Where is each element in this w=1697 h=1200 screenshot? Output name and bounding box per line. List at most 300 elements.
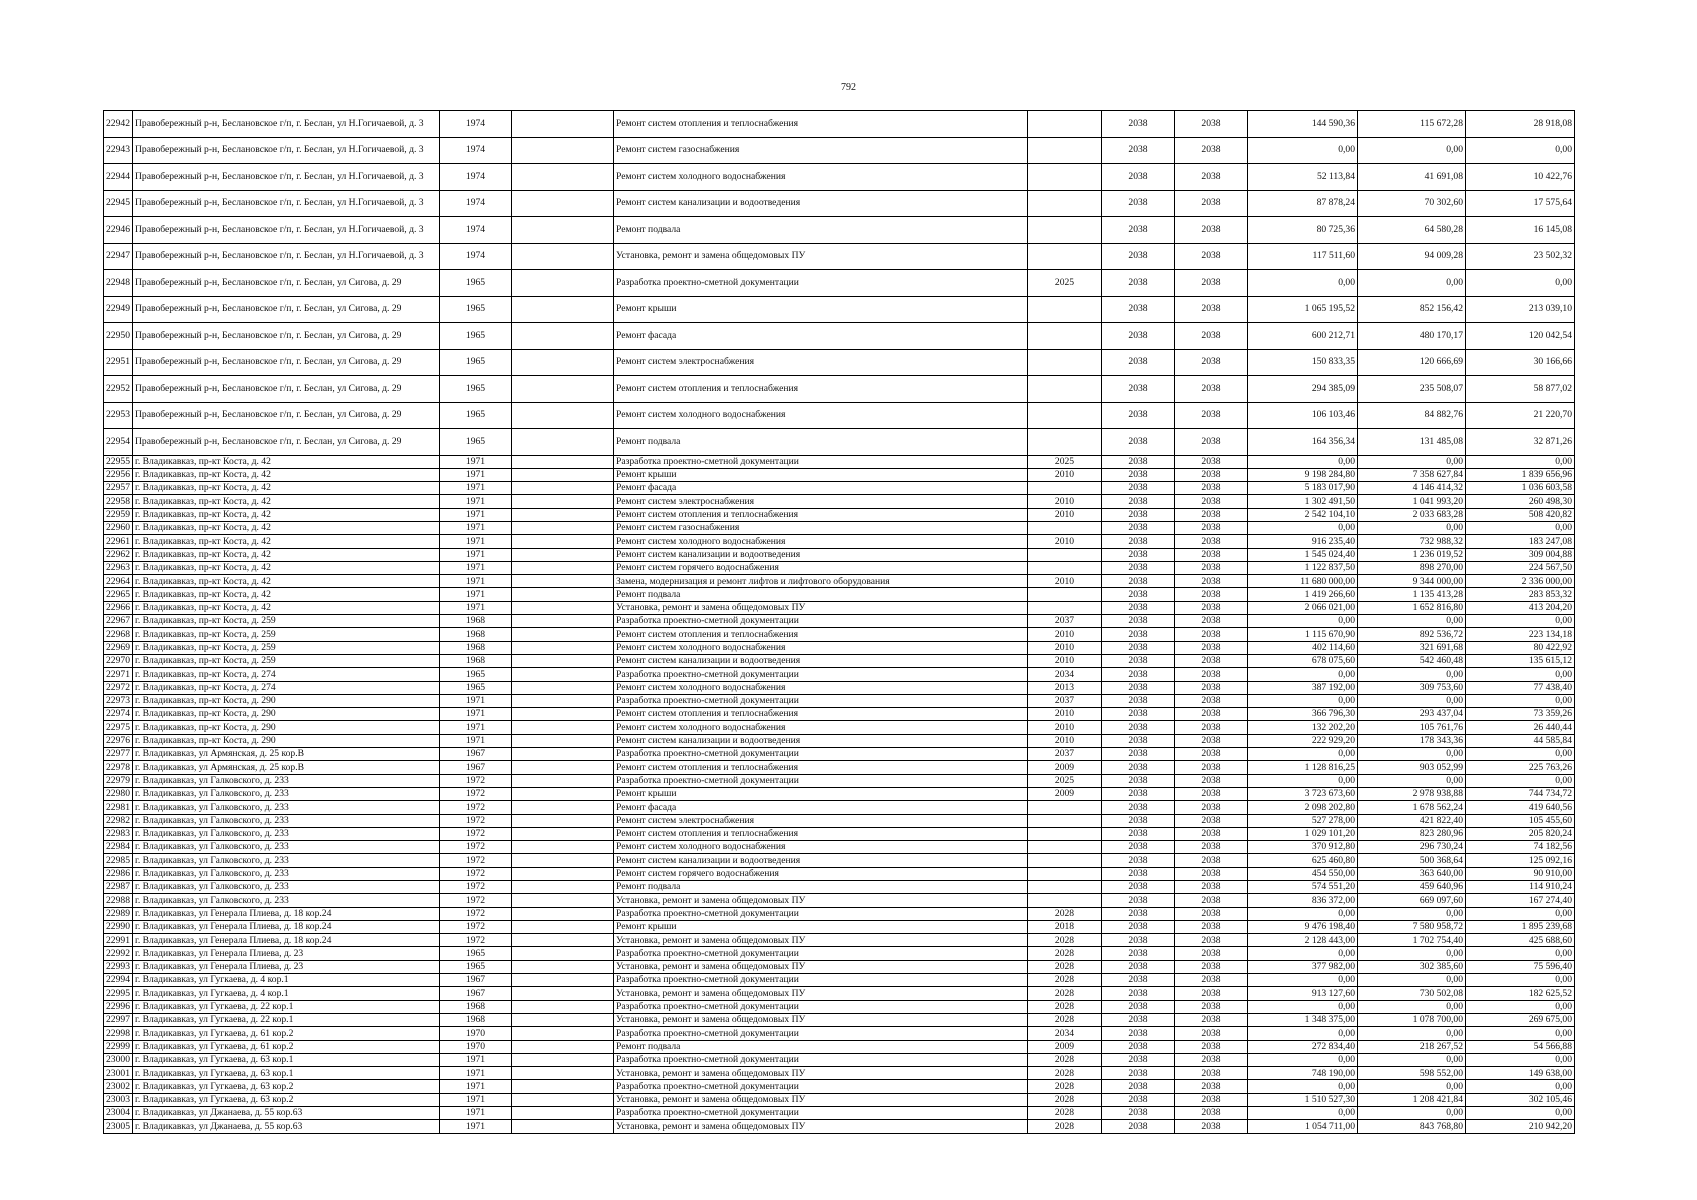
total-cost-cell: 1 510 527,30: [1248, 1093, 1358, 1106]
total-cost-cell: 0,00: [1248, 1000, 1358, 1013]
total-cost-cell: 144 590,36: [1248, 111, 1358, 138]
owner-cost-cell: 0,00: [1466, 947, 1575, 960]
build-year-cell: 1971: [440, 468, 512, 481]
address-cell: г. Владикавказ, ул Генерала Плиева, д. 18 кор.24: [133, 907, 440, 920]
fund-cost-cell: 321 691,68: [1358, 641, 1466, 654]
work-type-cell: Разработка проектно-сметной документации: [614, 694, 1028, 707]
fund-cost-cell: 0,00: [1358, 774, 1466, 787]
row-number-cell: 22942: [104, 111, 133, 138]
last-repair-year-cell: [1028, 588, 1102, 601]
total-cost-cell: 0,00: [1248, 615, 1358, 628]
fund-cost-cell: 0,00: [1358, 947, 1466, 960]
owner-cost-cell: 0,00: [1466, 615, 1575, 628]
total-cost-cell: 0,00: [1248, 694, 1358, 707]
work-type-cell: Разработка проектно-сметной документации: [614, 774, 1028, 787]
fund-cost-cell: 852 156,42: [1358, 296, 1466, 323]
fund-cost-cell: 105 761,76: [1358, 721, 1466, 734]
blank-cell-cell: [512, 164, 614, 191]
address-cell: г. Владикавказ, ул Гугкаева, д. 61 кор.2: [133, 1027, 440, 1040]
table-row: [104, 376, 1575, 403]
owner-cost-cell: 149 638,00: [1466, 1067, 1575, 1080]
address-cell: г. Владикавказ, пр-кт Коста, д. 42: [133, 601, 440, 614]
total-cost-cell: 913 127,60: [1248, 987, 1358, 1000]
build-year-cell: 1967: [440, 974, 512, 987]
row-number-cell: 22961: [104, 535, 133, 548]
address-cell: г. Владикавказ, ул Гугкаева, д. 22 кор.1: [133, 1000, 440, 1013]
fund-cost-cell: 0,00: [1358, 1000, 1466, 1013]
capital-repair-table: [103, 110, 1575, 1134]
table-row: [104, 867, 1575, 880]
last-repair-year-cell: [1028, 111, 1102, 138]
table-row: [104, 668, 1575, 681]
total-cost-cell: 678 075,60: [1248, 654, 1358, 667]
table-row: [104, 854, 1575, 867]
total-cost-cell: 387 192,00: [1248, 681, 1358, 694]
plan-year-end-cell: 2038: [1175, 190, 1248, 217]
table-row: [104, 894, 1575, 907]
plan-year-start-cell: 2038: [1102, 1080, 1175, 1093]
last-repair-year-cell: 2028: [1028, 1080, 1102, 1093]
address-cell: г. Владикавказ, ул Галковского, д. 233: [133, 854, 440, 867]
work-type-cell: Ремонт подвала: [614, 217, 1028, 244]
plan-year-end-cell: 2038: [1175, 894, 1248, 907]
address-cell: г. Владикавказ, ул Гугкаева, д. 22 кор.1: [133, 1013, 440, 1026]
plan-year-end-cell: 2038: [1175, 495, 1248, 508]
plan-year-start-cell: 2038: [1102, 801, 1175, 814]
last-repair-year-cell: [1028, 814, 1102, 827]
blank-cell-cell: [512, 734, 614, 747]
total-cost-cell: 1 115 670,90: [1248, 628, 1358, 641]
work-type-cell: Ремонт систем электроснабжения: [614, 814, 1028, 827]
row-number-cell: 22955: [104, 455, 133, 468]
row-number-cell: 22952: [104, 376, 133, 403]
work-type-cell: Ремонт крыши: [614, 920, 1028, 933]
row-number-cell: 22944: [104, 164, 133, 191]
address-cell: г. Владикавказ, ул Гугкаева, д. 61 кор.2: [133, 1040, 440, 1053]
plan-year-end-cell: 2038: [1175, 561, 1248, 574]
row-number-cell: 22999: [104, 1040, 133, 1053]
owner-cost-cell: 77 438,40: [1466, 681, 1575, 694]
address-cell: г. Владикавказ, пр-кт Коста, д. 290: [133, 708, 440, 721]
table-row: [104, 1040, 1575, 1053]
plan-year-end-cell: 2038: [1175, 708, 1248, 721]
owner-cost-cell: 210 942,20: [1466, 1120, 1575, 1133]
fund-cost-cell: 309 753,60: [1358, 681, 1466, 694]
plan-year-start-cell: 2038: [1102, 548, 1175, 561]
fund-cost-cell: 598 552,00: [1358, 1067, 1466, 1080]
owner-cost-cell: 10 422,76: [1466, 164, 1575, 191]
owner-cost-cell: 23 502,32: [1466, 243, 1575, 270]
build-year-cell: 1971: [440, 548, 512, 561]
plan-year-end-cell: 2038: [1175, 588, 1248, 601]
last-repair-year-cell: 2028: [1028, 907, 1102, 920]
blank-cell-cell: [512, 1107, 614, 1120]
fund-cost-cell: 0,00: [1358, 455, 1466, 468]
blank-cell-cell: [512, 1040, 614, 1053]
table-row: [104, 535, 1575, 548]
build-year-cell: 1972: [440, 774, 512, 787]
fund-cost-cell: 302 385,60: [1358, 960, 1466, 973]
row-number-cell: 22993: [104, 960, 133, 973]
last-repair-year-cell: 2010: [1028, 508, 1102, 521]
fund-cost-cell: 1 041 993,20: [1358, 495, 1466, 508]
blank-cell-cell: [512, 615, 614, 628]
owner-cost-cell: 260 498,30: [1466, 495, 1575, 508]
plan-year-start-cell: 2038: [1102, 894, 1175, 907]
work-type-cell: Разработка проектно-сметной документации: [614, 907, 1028, 920]
fund-cost-cell: 84 882,76: [1358, 402, 1466, 429]
last-repair-year-cell: 2013: [1028, 681, 1102, 694]
total-cost-cell: 748 190,00: [1248, 1067, 1358, 1080]
row-number-cell: 22964: [104, 575, 133, 588]
last-repair-year-cell: 2028: [1028, 934, 1102, 947]
last-repair-year-cell: [1028, 137, 1102, 164]
owner-cost-cell: 0,00: [1466, 1107, 1575, 1120]
total-cost-cell: 2 128 443,00: [1248, 934, 1358, 947]
total-cost-cell: 9 476 198,40: [1248, 920, 1358, 933]
row-number-cell: 22979: [104, 774, 133, 787]
build-year-cell: 1974: [440, 137, 512, 164]
plan-year-start-cell: 2038: [1102, 575, 1175, 588]
blank-cell-cell: [512, 787, 614, 800]
row-number-cell: 22983: [104, 827, 133, 840]
total-cost-cell: 132 202,20: [1248, 721, 1358, 734]
owner-cost-cell: 0,00: [1466, 668, 1575, 681]
row-number-cell: 23002: [104, 1080, 133, 1093]
last-repair-year-cell: [1028, 521, 1102, 534]
plan-year-end-cell: 2038: [1175, 296, 1248, 323]
table-row: [104, 1013, 1575, 1026]
row-number-cell: 22948: [104, 270, 133, 297]
total-cost-cell: 0,00: [1248, 1107, 1358, 1120]
total-cost-cell: 0,00: [1248, 1027, 1358, 1040]
blank-cell-cell: [512, 1027, 614, 1040]
plan-year-end-cell: 2038: [1175, 402, 1248, 429]
work-type-cell: Ремонт подвала: [614, 588, 1028, 601]
blank-cell-cell: [512, 535, 614, 548]
table-row: [104, 349, 1575, 376]
owner-cost-cell: 0,00: [1466, 521, 1575, 534]
plan-year-start-cell: 2038: [1102, 867, 1175, 880]
blank-cell-cell: [512, 561, 614, 574]
work-type-cell: Установка, ремонт и замена общедомовых ПУ: [614, 987, 1028, 1000]
table-row: [104, 920, 1575, 933]
build-year-cell: 1965: [440, 376, 512, 403]
fund-cost-cell: 218 267,52: [1358, 1040, 1466, 1053]
total-cost-cell: 0,00: [1248, 774, 1358, 787]
owner-cost-cell: 225 763,26: [1466, 761, 1575, 774]
last-repair-year-cell: [1028, 349, 1102, 376]
fund-cost-cell: 903 052,99: [1358, 761, 1466, 774]
work-type-cell: Ремонт систем канализации и водоотведения: [614, 854, 1028, 867]
owner-cost-cell: 0,00: [1466, 974, 1575, 987]
plan-year-end-cell: 2038: [1175, 734, 1248, 747]
owner-cost-cell: 0,00: [1466, 455, 1575, 468]
address-cell: Правобережный р-н, Беслановское г/п, г. Беслан, ул Н.Гогичаевой, д. 3: [133, 190, 440, 217]
owner-cost-cell: 105 455,60: [1466, 814, 1575, 827]
work-type-cell: Ремонт систем электроснабжения: [614, 349, 1028, 376]
address-cell: г. Владикавказ, ул Галковского, д. 233: [133, 867, 440, 880]
plan-year-end-cell: 2038: [1175, 867, 1248, 880]
row-number-cell: 22997: [104, 1013, 133, 1026]
total-cost-cell: 2 098 202,80: [1248, 801, 1358, 814]
row-number-cell: 22975: [104, 721, 133, 734]
plan-year-start-cell: 2038: [1102, 641, 1175, 654]
last-repair-year-cell: 2018: [1028, 920, 1102, 933]
build-year-cell: 1971: [440, 535, 512, 548]
address-cell: г. Владикавказ, ул Гугкаева, д. 63 кор.1: [133, 1067, 440, 1080]
owner-cost-cell: 90 910,00: [1466, 867, 1575, 880]
build-year-cell: 1971: [440, 588, 512, 601]
last-repair-year-cell: 2028: [1028, 1067, 1102, 1080]
row-number-cell: 23000: [104, 1053, 133, 1066]
plan-year-start-cell: 2038: [1102, 1000, 1175, 1013]
owner-cost-cell: 16 145,08: [1466, 217, 1575, 244]
build-year-cell: 1971: [440, 1120, 512, 1133]
address-cell: Правобережный р-н, Беслановское г/п, г. Беслан, ул Н.Гогичаевой, д. 3: [133, 217, 440, 244]
row-number-cell: 22982: [104, 814, 133, 827]
fund-cost-cell: 0,00: [1358, 1107, 1466, 1120]
plan-year-start-cell: 2038: [1102, 468, 1175, 481]
work-type-cell: Разработка проектно-сметной документации: [614, 1053, 1028, 1066]
address-cell: г. Владикавказ, пр-кт Коста, д. 42: [133, 455, 440, 468]
plan-year-start-cell: 2038: [1102, 376, 1175, 403]
owner-cost-cell: 125 092,16: [1466, 854, 1575, 867]
last-repair-year-cell: [1028, 548, 1102, 561]
row-number-cell: 23004: [104, 1107, 133, 1120]
work-type-cell: Разработка проектно-сметной документации: [614, 947, 1028, 960]
last-repair-year-cell: 2010: [1028, 721, 1102, 734]
fund-cost-cell: 2 033 683,28: [1358, 508, 1466, 521]
address-cell: Правобережный р-н, Беслановское г/п, г. Беслан, ул Н.Гогичаевой, д. 3: [133, 243, 440, 270]
blank-cell-cell: [512, 681, 614, 694]
fund-cost-cell: 730 502,08: [1358, 987, 1466, 1000]
last-repair-year-cell: 2037: [1028, 748, 1102, 761]
row-number-cell: 22965: [104, 588, 133, 601]
last-repair-year-cell: 2034: [1028, 1027, 1102, 1040]
last-repair-year-cell: 2010: [1028, 495, 1102, 508]
table-row: [104, 827, 1575, 840]
work-type-cell: Установка, ремонт и замена общедомовых ПУ: [614, 1013, 1028, 1026]
owner-cost-cell: 73 359,26: [1466, 708, 1575, 721]
address-cell: г. Владикавказ, ул Генерала Плиева, д. 23: [133, 960, 440, 973]
table-row: [104, 482, 1575, 495]
total-cost-cell: 0,00: [1248, 668, 1358, 681]
blank-cell-cell: [512, 881, 614, 894]
last-repair-year-cell: [1028, 376, 1102, 403]
plan-year-end-cell: 2038: [1175, 111, 1248, 138]
work-type-cell: Ремонт систем холодного водоснабжения: [614, 681, 1028, 694]
work-type-cell: Ремонт систем отопления и теплоснабжения: [614, 628, 1028, 641]
work-type-cell: Ремонт крыши: [614, 787, 1028, 800]
row-number-cell: 22962: [104, 548, 133, 561]
build-year-cell: 1971: [440, 1107, 512, 1120]
table-row: [104, 243, 1575, 270]
work-type-cell: Ремонт систем горячего водоснабжения: [614, 561, 1028, 574]
plan-year-start-cell: 2038: [1102, 881, 1175, 894]
work-type-cell: Разработка проектно-сметной документации: [614, 615, 1028, 628]
fund-cost-cell: 0,00: [1358, 1027, 1466, 1040]
last-repair-year-cell: 2009: [1028, 787, 1102, 800]
work-type-cell: Ремонт подвала: [614, 429, 1028, 456]
work-type-cell: Ремонт систем горячего водоснабжения: [614, 867, 1028, 880]
build-year-cell: 1974: [440, 111, 512, 138]
last-repair-year-cell: [1028, 601, 1102, 614]
plan-year-start-cell: 2038: [1102, 243, 1175, 270]
build-year-cell: 1971: [440, 601, 512, 614]
table-row: [104, 521, 1575, 534]
row-number-cell: 22990: [104, 920, 133, 933]
owner-cost-cell: 425 688,60: [1466, 934, 1575, 947]
address-cell: г. Владикавказ, ул Галковского, д. 233: [133, 827, 440, 840]
plan-year-end-cell: 2038: [1175, 243, 1248, 270]
work-type-cell: Разработка проектно-сметной документации: [614, 1080, 1028, 1093]
table-row: [104, 1067, 1575, 1080]
fund-cost-cell: 823 280,96: [1358, 827, 1466, 840]
address-cell: г. Владикавказ, пр-кт Коста, д. 42: [133, 548, 440, 561]
owner-cost-cell: 419 640,56: [1466, 801, 1575, 814]
fund-cost-cell: 0,00: [1358, 615, 1466, 628]
fund-cost-cell: 843 768,80: [1358, 1120, 1466, 1133]
address-cell: г. Владикавказ, ул Гугкаева, д. 63 кор.1: [133, 1053, 440, 1066]
table-row: [104, 164, 1575, 191]
plan-year-start-cell: 2038: [1102, 561, 1175, 574]
plan-year-start-cell: 2038: [1102, 1120, 1175, 1133]
fund-cost-cell: 1 236 019,52: [1358, 548, 1466, 561]
table-row: [104, 495, 1575, 508]
plan-year-start-cell: 2038: [1102, 601, 1175, 614]
row-number-cell: 22968: [104, 628, 133, 641]
last-repair-year-cell: [1028, 827, 1102, 840]
build-year-cell: 1971: [440, 1080, 512, 1093]
blank-cell-cell: [512, 402, 614, 429]
plan-year-end-cell: 2038: [1175, 654, 1248, 667]
table-row: [104, 1080, 1575, 1093]
owner-cost-cell: 213 039,10: [1466, 296, 1575, 323]
fund-cost-cell: 131 485,08: [1358, 429, 1466, 456]
total-cost-cell: 87 878,24: [1248, 190, 1358, 217]
plan-year-start-cell: 2038: [1102, 296, 1175, 323]
fund-cost-cell: 94 009,28: [1358, 243, 1466, 270]
owner-cost-cell: 0,00: [1466, 694, 1575, 707]
build-year-cell: 1965: [440, 429, 512, 456]
owner-cost-cell: 1 895 239,68: [1466, 920, 1575, 933]
blank-cell-cell: [512, 974, 614, 987]
blank-cell-cell: [512, 641, 614, 654]
address-cell: г. Владикавказ, ул Галковского, д. 233: [133, 894, 440, 907]
address-cell: Правобережный р-н, Беслановское г/п, г. Беслан, ул Н.Гогичаевой, д. 3: [133, 164, 440, 191]
table-row: [104, 217, 1575, 244]
total-cost-cell: 2 066 021,00: [1248, 601, 1358, 614]
work-type-cell: Ремонт систем холодного водоснабжения: [614, 841, 1028, 854]
total-cost-cell: 150 833,35: [1248, 349, 1358, 376]
work-type-cell: Ремонт систем канализации и водоотведения: [614, 654, 1028, 667]
table-row: [104, 734, 1575, 747]
address-cell: г. Владикавказ, ул Армянская, д. 25 кор.В: [133, 761, 440, 774]
row-number-cell: 22984: [104, 841, 133, 854]
table-row: [104, 323, 1575, 350]
work-type-cell: Установка, ремонт и замена общедомовых ПУ: [614, 243, 1028, 270]
blank-cell-cell: [512, 349, 614, 376]
fund-cost-cell: 4 146 414,32: [1358, 482, 1466, 495]
blank-cell-cell: [512, 296, 614, 323]
build-year-cell: 1965: [440, 296, 512, 323]
plan-year-start-cell: 2038: [1102, 681, 1175, 694]
address-cell: г. Владикавказ, ул Галковского, д. 233: [133, 814, 440, 827]
last-repair-year-cell: [1028, 217, 1102, 244]
table-row: [104, 881, 1575, 894]
plan-year-start-cell: 2038: [1102, 482, 1175, 495]
blank-cell-cell: [512, 508, 614, 521]
blank-cell-cell: [512, 841, 614, 854]
address-cell: г. Владикавказ, ул Галковского, д. 233: [133, 787, 440, 800]
owner-cost-cell: 744 734,72: [1466, 787, 1575, 800]
owner-cost-cell: 0,00: [1466, 907, 1575, 920]
fund-cost-cell: 7 580 958,72: [1358, 920, 1466, 933]
table-row: [104, 508, 1575, 521]
fund-cost-cell: 178 343,36: [1358, 734, 1466, 747]
owner-cost-cell: 283 853,32: [1466, 588, 1575, 601]
last-repair-year-cell: 2034: [1028, 668, 1102, 681]
table-row: [104, 402, 1575, 429]
plan-year-end-cell: 2038: [1175, 349, 1248, 376]
build-year-cell: 1971: [440, 561, 512, 574]
build-year-cell: 1967: [440, 761, 512, 774]
blank-cell-cell: [512, 907, 614, 920]
work-type-cell: Разработка проектно-сметной документации: [614, 1000, 1028, 1013]
plan-year-start-cell: 2038: [1102, 1067, 1175, 1080]
plan-year-end-cell: 2038: [1175, 1093, 1248, 1106]
work-type-cell: Ремонт фасада: [614, 482, 1028, 495]
blank-cell-cell: [512, 270, 614, 297]
blank-cell-cell: [512, 708, 614, 721]
build-year-cell: 1965: [440, 270, 512, 297]
last-repair-year-cell: 2037: [1028, 615, 1102, 628]
build-year-cell: 1972: [440, 814, 512, 827]
fund-cost-cell: 542 460,48: [1358, 654, 1466, 667]
last-repair-year-cell: 2010: [1028, 641, 1102, 654]
last-repair-year-cell: [1028, 296, 1102, 323]
owner-cost-cell: 75 596,40: [1466, 960, 1575, 973]
last-repair-year-cell: 2010: [1028, 734, 1102, 747]
fund-cost-cell: 7 358 627,84: [1358, 468, 1466, 481]
table-row: [104, 748, 1575, 761]
total-cost-cell: 52 113,84: [1248, 164, 1358, 191]
work-type-cell: Ремонт систем отопления и теплоснабжения: [614, 508, 1028, 521]
total-cost-cell: 0,00: [1248, 455, 1358, 468]
fund-cost-cell: 1 135 413,28: [1358, 588, 1466, 601]
plan-year-start-cell: 2038: [1102, 508, 1175, 521]
address-cell: г. Владикавказ, ул Генерала Плиева, д. 23: [133, 947, 440, 960]
blank-cell-cell: [512, 867, 614, 880]
work-type-cell: Установка, ремонт и замена общедомовых ПУ: [614, 894, 1028, 907]
fund-cost-cell: 421 822,40: [1358, 814, 1466, 827]
owner-cost-cell: 183 247,08: [1466, 535, 1575, 548]
address-cell: г. Владикавказ, пр-кт Коста, д. 42: [133, 575, 440, 588]
row-number-cell: 22960: [104, 521, 133, 534]
plan-year-end-cell: 2038: [1175, 164, 1248, 191]
owner-cost-cell: 182 625,52: [1466, 987, 1575, 1000]
plan-year-end-cell: 2038: [1175, 801, 1248, 814]
build-year-cell: 1972: [440, 801, 512, 814]
build-year-cell: 1971: [440, 482, 512, 495]
last-repair-year-cell: 2010: [1028, 628, 1102, 641]
plan-year-end-cell: 2038: [1175, 137, 1248, 164]
row-number-cell: 22995: [104, 987, 133, 1000]
plan-year-start-cell: 2038: [1102, 854, 1175, 867]
owner-cost-cell: 80 422,92: [1466, 641, 1575, 654]
blank-cell-cell: [512, 575, 614, 588]
